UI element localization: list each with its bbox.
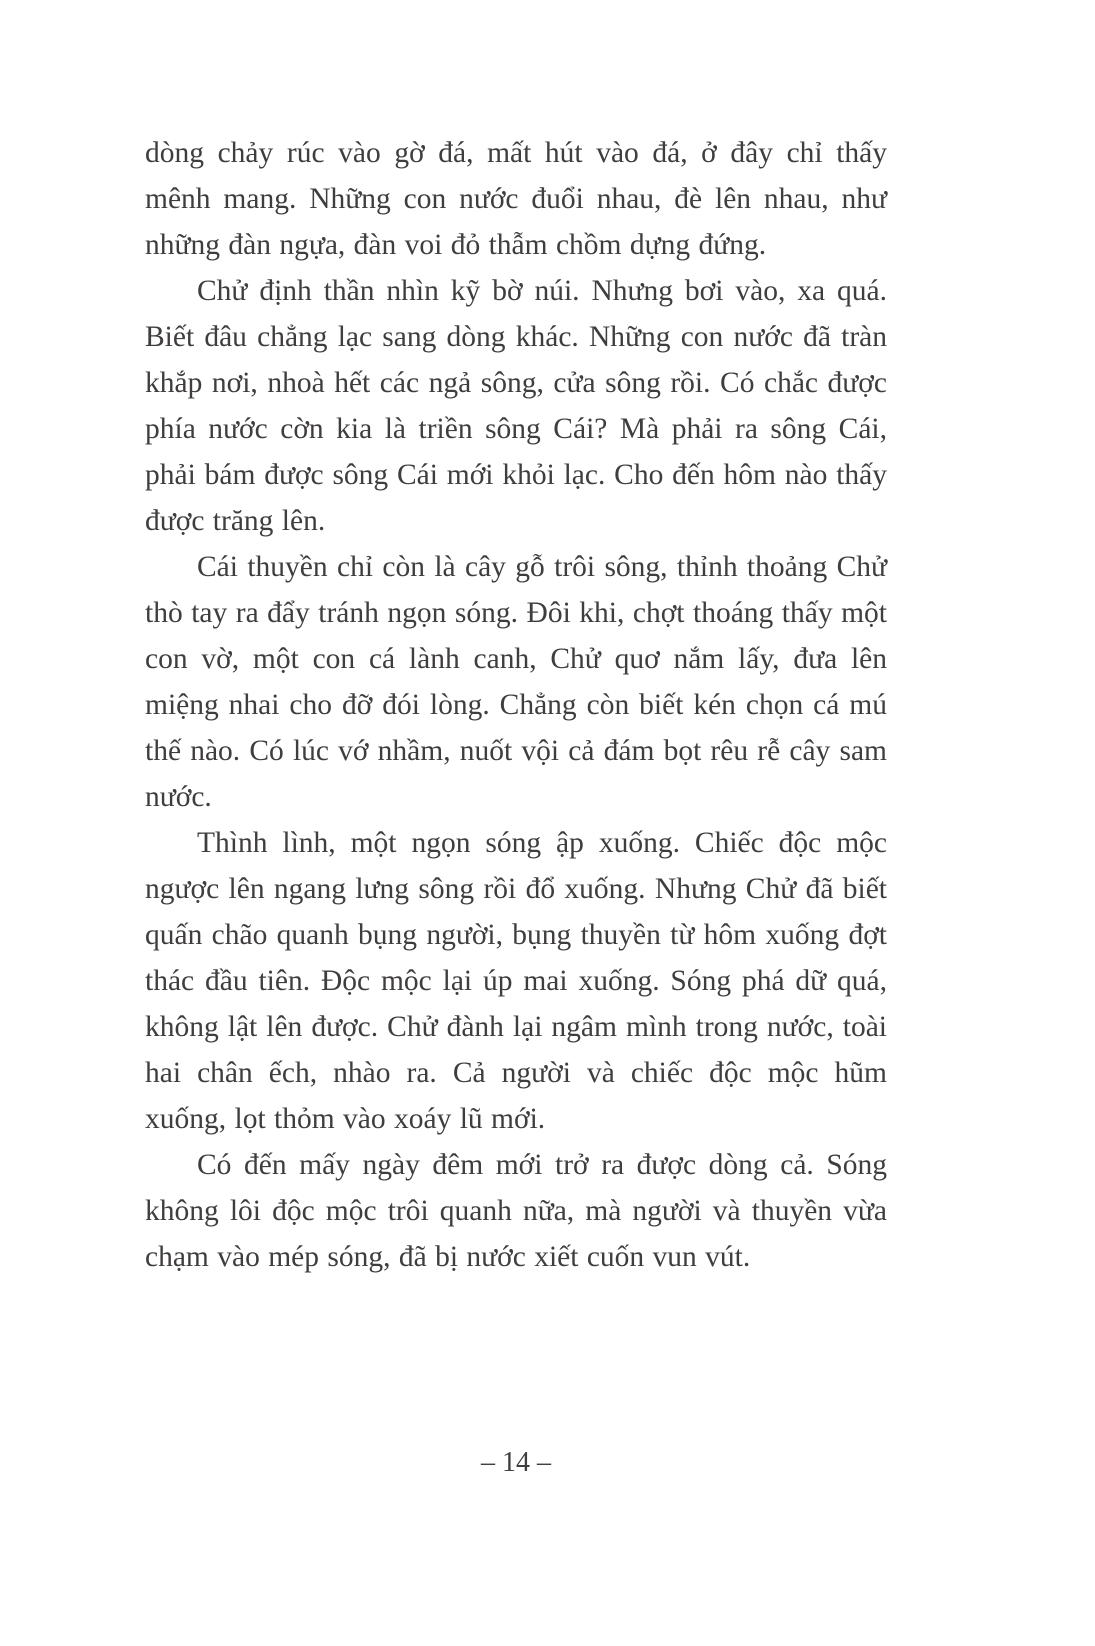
- text-block: [145, 130, 887, 1280]
- body-paragraph: Cái thuyền chỉ còn là cây gỗ trôi sông, thỉnh thoảng Chử thò tay ra đẩy tránh ngọn sóng. Đôi khi, chợt thoáng thấy một con vờ, một con cá lành canh, Chử quơ nắm lấy, đưa lên miệng nhai cho đỡ đói lòng. Chẳng còn biết kén chọn cá mú thế nào. Có lúc vớ nhầm, nuốt vội cả đám bọt rêu rễ cây sam nước.: [145, 551, 887, 813]
- body-paragraph: Có đến mấy ngày đêm mới trở ra được dòng cả. Sóng không lôi độc mộc trôi quanh nữa, mà người và thuyền vừa chạm vào mép sóng, đã bị nước xiết cuốn vun vút.: [145, 1149, 887, 1273]
- body-paragraph: dòng chảy rúc vào gờ đá, mất hút vào đá, ở đây chỉ thấy mênh mang. Những con nước đuổi nhau, đè lên nhau, như những đàn ngựa, đàn voi đỏ thẫm chồm dựng đứng.: [145, 137, 887, 261]
- body-paragraph: Chử định thần nhìn kỹ bờ núi. Nhưng bơi vào, xa quá. Biết đâu chẳng lạc sang dòng khác. Những con nước đã tràn khắp nơi, nhoà hết các ngả sông, cửa sông rồi. Có chắc được phía nước cờn kia là triền sông Cái? Mà phải ra sông Cái, phải bám được sông Cái mới khỏi lạc. Cho đến hôm nào thấy được trăng lên.: [145, 275, 887, 537]
- body-paragraph: Thình lình, một ngọn sóng ập xuống. Chiếc độc mộc ngược lên ngang lưng sông rồi đổ xuống. Nhưng Chử đã biết quấn chão quanh bụng người, bụng thuyền từ hôm xuống đợt thác đầu tiên. Độc mộc lại úp mai xuống. Sóng phá dữ quá, không lật lên được. Chử đành lại ngâm mình trong nước, toài hai chân ếch, nhào ra. Cả người và chiếc độc mộc hũm xuống, lọt thỏm vào xoáy lũ mới.: [145, 827, 887, 1135]
- page-number: – 14 –: [481, 1447, 551, 1478]
